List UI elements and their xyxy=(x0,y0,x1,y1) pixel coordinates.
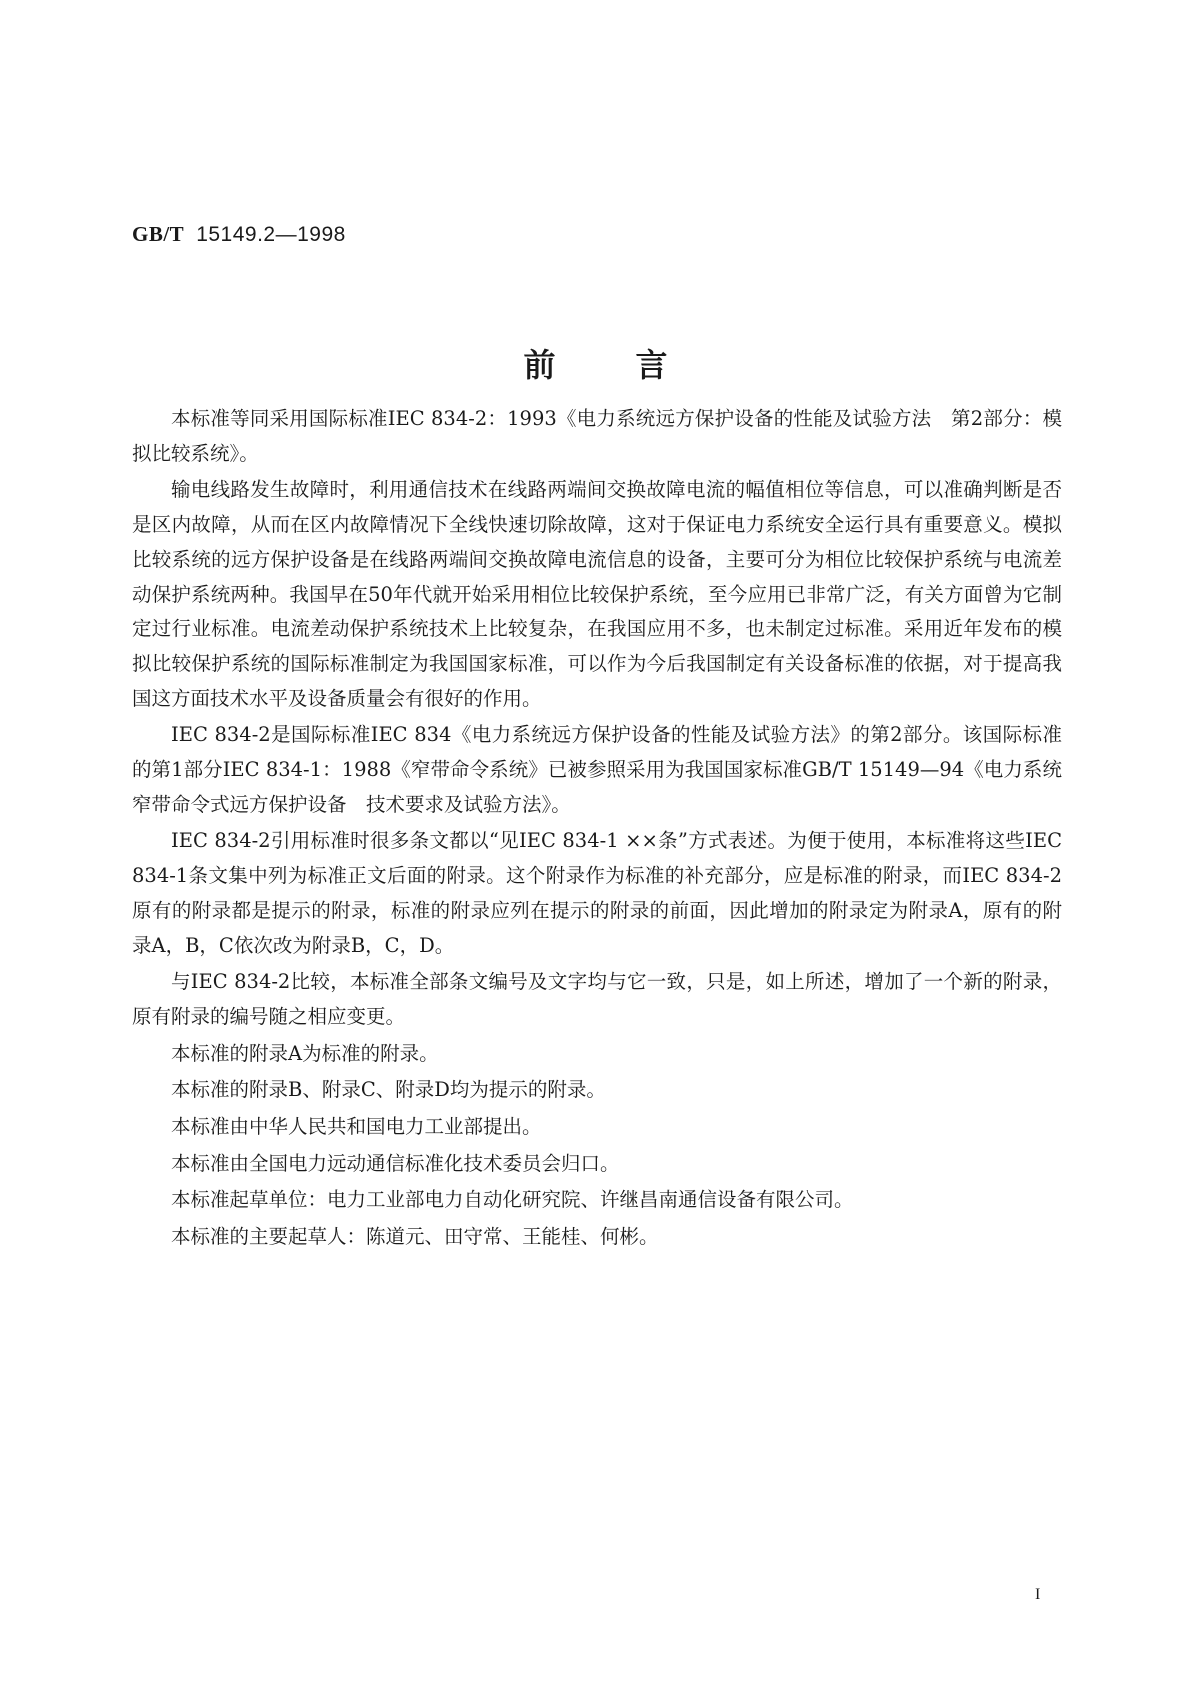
paragraph: IEC 834-2是国际标准IEC 834《电力系统远方保护设备的性能及试验方法》的第2部分。该国际标准的第1部分IEC 834-1：1988《窄带命令系统》已被参照采用为我国国家标准GB/T 15149—94《电力系统窄带命令式远方保护设备 技术要求及试验方法》。 xyxy=(132,723,1062,816)
paragraph: IEC 834-2引用标准时很多条文都以“见IEC 834-1 ××条”方式表述。为便于使用，本标准将这些IEC 834-1条文集中列为标准正文后面的附录。这个附录作为标准的补充部分，应是标准的附录，而IEC 834-2原有的附录都是提示的附录，标准的附录应列在提示的附录的前面，因此增加的附录定为附录A，原有的附录A，B，C依次改为附录B，C，D。 xyxy=(132,829,1062,957)
paragraph: 本标准由全国电力远动通信标准化技术委员会归口。 xyxy=(171,1151,620,1175)
paragraph: 输电线路发生故障时，利用通信技术在线路两端间交换故障电流的幅值相位等信息，可以准确判断是否是区内故障，从而在区内故障情况下全线快速切除故障，这对于保证电力系统安全运行具有重要意义。模拟比较系统的远方保护设备是在线路两端间交换故障电流信息的设备，主要可分为相位比较保护系统与电流差动保护系统两种。我国早在50年代就开始采用相位比较保护系统，至今应用已非常广泛，有关方面曾为它制定过行业标准。电流差动保护系统技术上比较复杂，在我国应用不多，也未制定过标准。采用近年发布的模拟比较保护系统的国际标准制定为我国国家标准，可以作为今后我国制定有关设备标准的依据，对于提高我国这方面技术水平及设备质量会有很好的作用。 xyxy=(132,478,1062,710)
paragraph: 本标准的主要起草人：陈道元、田守常、王能桂、何彬。 xyxy=(171,1225,659,1249)
page-number: I xyxy=(1035,1586,1041,1603)
paragraph: 本标准由中华人民共和国电力工业部提出。 xyxy=(171,1115,542,1139)
standard-prefix: GB/T xyxy=(132,222,185,246)
paragraph: 本标准起草单位：电力工业部电力自动化研究院、许继昌南通信设备有限公司。 xyxy=(171,1188,854,1212)
paragraph: 本标准等同采用国际标准IEC 834-2：1993《电力系统远方保护设备的性能及试验方法 第2部分：模拟比较系统》。 xyxy=(132,407,1062,465)
page-title: 前言 xyxy=(523,346,748,384)
paragraph: 本标准的附录B、附录C、附录D均为提示的附录。 xyxy=(171,1078,606,1102)
foreword-body xyxy=(132,402,1062,1257)
paragraph: 与IEC 834-2比较，本标准全部条文编号及文字均与它一致，只是，如上所述，增加了一个新的附录，原有附录的编号随之相应变更。 xyxy=(132,970,1062,1028)
standard-number: 15149.2—1998 xyxy=(196,223,346,246)
standard-code xyxy=(132,222,346,247)
paragraph: 本标准的附录A为标准的附录。 xyxy=(171,1041,439,1065)
